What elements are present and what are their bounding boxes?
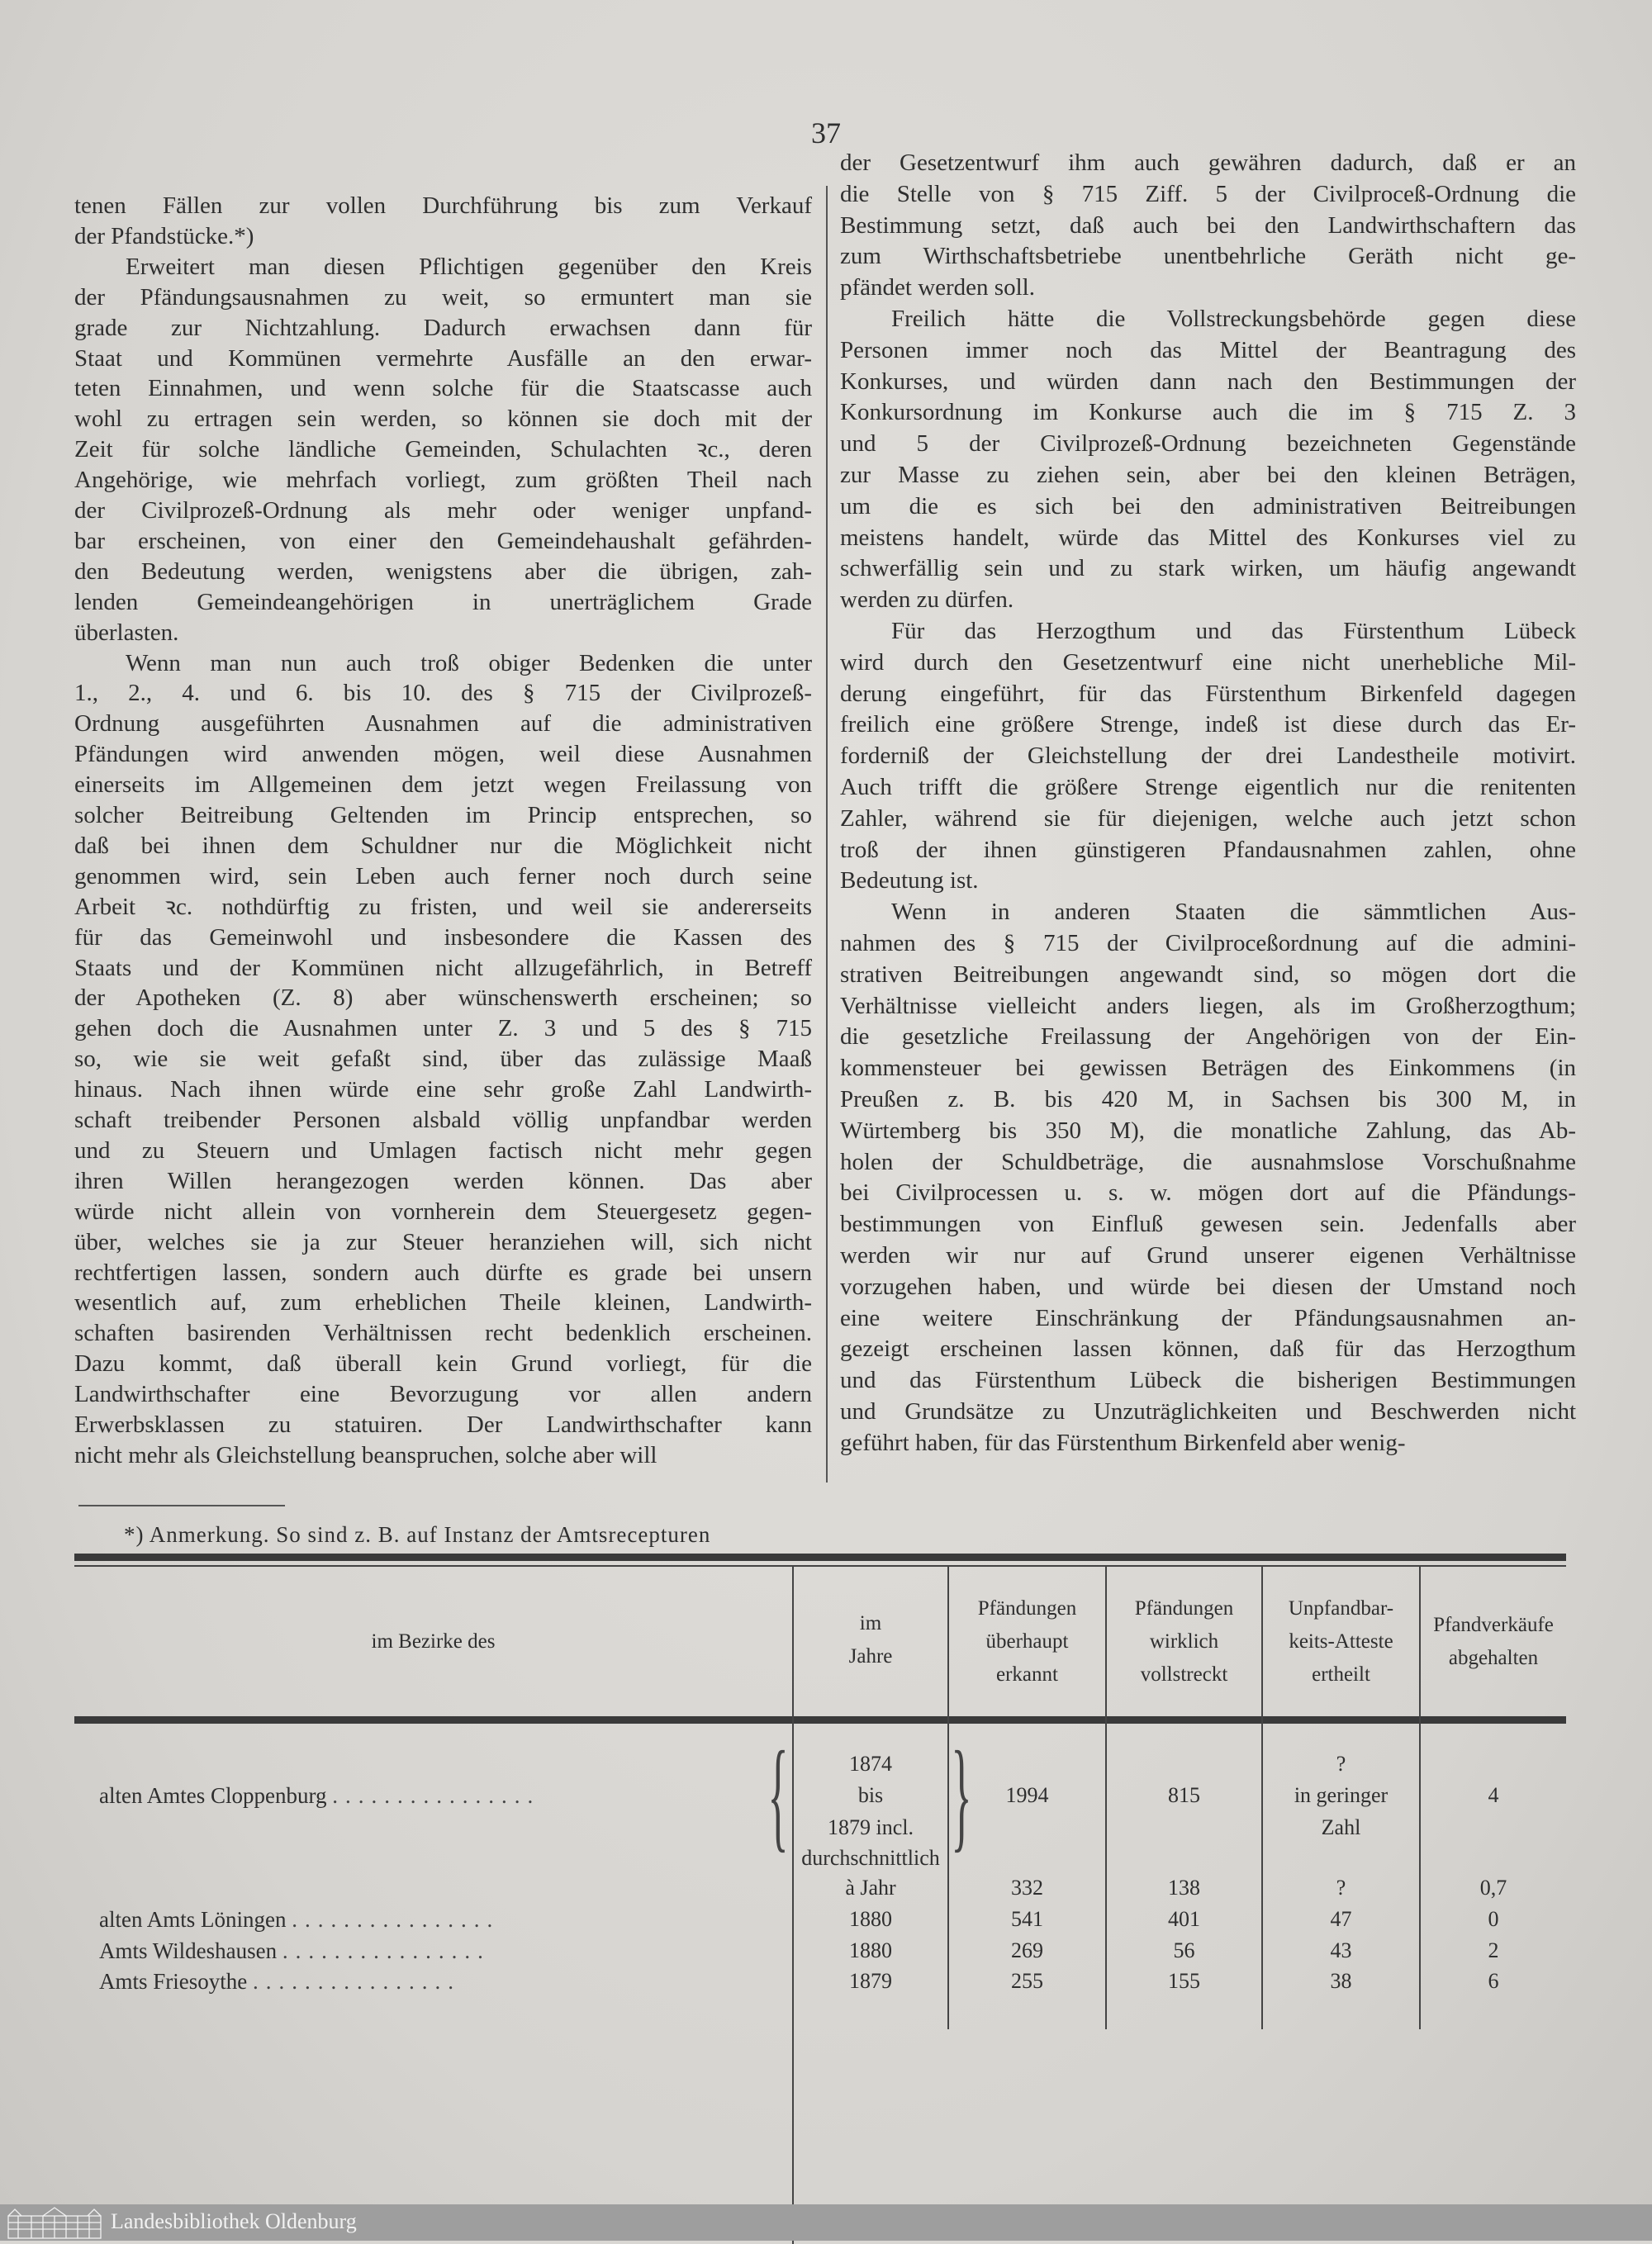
text-line: solcher Beitreibung Geltenden im Princip entsprechen, so [74, 802, 812, 828]
footnote: *) Anmerkung. So sind z. B. auf Instanz der Amtsrecepturen [124, 1522, 711, 1547]
seizures-total: 1994 [1005, 1783, 1049, 1807]
text-line: Staat und Kommünen vermehrte Ausfälle an den erwar- [74, 344, 812, 372]
text-line: Auch trifft die größere Strenge eigentlich nur die renitenten [840, 774, 1576, 800]
library-name: Landesbibliothek Oldenburg [111, 2209, 357, 2233]
text-line: Landwirthschafter eine Bevorzugung vor allen andern [74, 1381, 812, 1408]
sales: 4 [1488, 1783, 1499, 1807]
text-line: der Gesetzentwurf ihm auch gewähren dadurch, daß er an [840, 149, 1576, 176]
sales: 6 [1488, 1969, 1499, 1993]
avg-seizures-executed: 138 [1168, 1876, 1200, 1900]
text-line: der Pfandstücke.*) [74, 222, 254, 249]
header-line: Pfändungen [977, 1597, 1077, 1620]
text-line: Pfändungen wird anwenden mögen, weil diese Ausnahmen [74, 741, 812, 768]
certificates: 47 [1330, 1907, 1352, 1931]
district-name [99, 1905, 785, 1933]
text-line: Personen immer noch das Mittel der Beantragung des [840, 336, 1576, 363]
average-label: durchschnittlich [801, 1846, 940, 1870]
text-line: Preußen z. B. bis 420 M, in Sachsen bis 300 M, in [840, 1086, 1576, 1113]
text-line: Zeit für solche ländliche Gemeinden, Schulachten ꝛc., deren [74, 436, 812, 463]
text-line: strativen Beitreibungen angewandt sind, so mögen dort die [840, 961, 1576, 988]
year-from: 1874 [849, 1752, 892, 1776]
text-line: so, wie sie weit gefaßt sind, über das zulässige Maaß [74, 1046, 812, 1073]
text-line: vorzugehen haben, und würde bei diesen der Umstand noch [840, 1273, 1576, 1300]
footnote-rule [78, 1505, 285, 1506]
library-footer [0, 2204, 1652, 2241]
header-line: Jahre [848, 1645, 893, 1668]
text-line: lenden Gemeindeangehörigen in unerträglichem Grade [74, 588, 812, 615]
year: 1880 [849, 1907, 892, 1931]
text-line: hinaus. Nach ihnen würde eine sehr große Zahl Landwirth- [74, 1076, 812, 1103]
text-line: Wenn man nun auch troß obiger Bedenken die unter [126, 649, 812, 676]
text-line: troß der ihnen günstigeren Pfandausnahmen zahlen, ohne [840, 836, 1576, 863]
header-line: vollstreckt [1140, 1663, 1228, 1686]
text-line: rechtfertigen lassen, sondern auch dürfte es grade bei unsern [74, 1259, 812, 1286]
district-label: alten Amtes Cloppenburg [99, 1783, 327, 1808]
text-line: Für das Herzogthum und das Fürstenthum Lübeck [891, 618, 1576, 644]
header-line: ertheilt [1312, 1663, 1370, 1686]
text-line: schaft treibender Personen alsbald völlig unpfandbar werden [74, 1107, 812, 1133]
certificates: Zahl [1321, 1815, 1361, 1839]
text-line: gezeigt erscheinen lassen können, daß für das Herzogthum [840, 1335, 1576, 1363]
text-line: Arbeit ꝛc. nothdürftig zu fristen, und weil sie andererseits [74, 893, 812, 920]
per-year-label: à Jahr [845, 1876, 896, 1900]
text-line: nahmen des § 715 der Civilproceßordnung auf die admini- [840, 930, 1576, 956]
text-line: Wenn in anderen Staaten die sämmtlichen Aus- [891, 899, 1576, 926]
sales: 0 [1488, 1907, 1499, 1931]
text-line: und 5 der Civilprozeß-Ordnung bezeichneten Gegenstände [840, 430, 1576, 458]
text-line: und Grundsätze zu Unzuträglichkeiten und Beschwerden nicht [840, 1398, 1576, 1425]
text-line: den Bedeutung werden, wenigstens aber die übrigen, zah- [74, 557, 812, 585]
district-name [99, 1967, 785, 1995]
seizures-executed: 155 [1168, 1969, 1200, 1993]
text-line: Würtemberg bis 350 M), die monatliche Zahlung, das Ab- [840, 1117, 1576, 1144]
text-line: freilich eine größere Strenge, indeß ist diese durch das Er- [840, 711, 1576, 738]
certificates: 43 [1330, 1938, 1352, 1962]
text-line: kommensteuer bei gewissen Beträgen des Einkommens (in [840, 1055, 1576, 1082]
text-line: nicht mehr als Gleichstellung beanspruchen, solche aber will [74, 1441, 657, 1468]
text-line: die gesetzliche Freilassung der Angehörigen von der Ein- [840, 1023, 1576, 1051]
header-year [794, 1607, 947, 1673]
text-line: 1., 2., 4. und 6. bis 10. des § 715 der Civilprozeß- [74, 680, 812, 707]
certificates: in geringer [1294, 1783, 1389, 1807]
text-line: daß bei ihnen dem Schuldner nur die Möglichkeit nicht [74, 832, 812, 859]
dot-leader: ................ [292, 1907, 501, 1932]
text-line: wird durch den Gesetzentwurf eine nicht unerhebliche Mil- [840, 648, 1576, 676]
text-line: schwerfällig sein und zu stark wirken, um häufig angewandt [840, 555, 1576, 582]
text-line: wohl zu ertragen sein werden, so können sie doch mit der [74, 406, 812, 433]
left-brace: { [767, 1726, 789, 1863]
header-sales [1421, 1609, 1566, 1675]
text-line: Bedeutung ist. [840, 867, 979, 894]
text-line: der Civilprozeß-Ordnung als mehr oder weniger unpfand- [74, 497, 812, 524]
text-line: Staats und der Kommünen nicht allzugefährlich, in Betreff [74, 954, 812, 981]
header-line: wirklich [1149, 1630, 1219, 1653]
year: 1879 [849, 1969, 892, 1993]
district-label: Amts Friesoythe [99, 1969, 248, 1994]
text-line: Bestimmung setzt, daß auch bei den Landwirthschaftern das [840, 211, 1576, 239]
text-line: die Stelle von § 715 Ziff. 5 der Civilproceß-Ordnung die [840, 180, 1576, 207]
table-top-rule [74, 1554, 1566, 1561]
text-line: Erwerbsklassen zu statuiren. Der Landwirthschafter kann [74, 1411, 812, 1438]
header-line: erkannt [996, 1663, 1058, 1686]
header-line: im [859, 1612, 882, 1634]
text-line: Erweitert man diesen Pflichtigen gegenüber den Kreis [126, 253, 812, 280]
text-line: Zahler, während sie für diejenigen, welche auch jetzt schon [840, 804, 1576, 832]
column-divider [826, 186, 828, 1483]
table-header-rule [74, 1716, 1566, 1724]
text-line: werden zu dürfen. [840, 586, 1014, 614]
district-label: Amts Wildeshausen [99, 1938, 278, 1963]
text-line: und zu Steuern und Umlagen factisch nicht mehr gegen [74, 1136, 812, 1164]
header-seizures-executed [1107, 1592, 1261, 1691]
text-line: über, welches sie ja zur Steuer heranziehen will, sich nicht [74, 1228, 812, 1255]
text-line: forderniß der Gleichstellung der drei Landestheile motivirt. [840, 742, 1576, 770]
text-line: genommen wird, sein Leben auch ferner noch durch seine [74, 862, 812, 890]
text-line: Freilich hätte die Vollstreckungsbehörde gegen diese [891, 306, 1576, 332]
right-brace: } [951, 1726, 972, 1863]
avg-sales: 0,7 [1479, 1876, 1507, 1900]
text-line: grade zur Nichtzahlung. Dadurch erwachsen dann für [74, 314, 812, 341]
header-line: abgehalten [1448, 1647, 1539, 1669]
avg-certificates: ? [1336, 1876, 1346, 1900]
header-line: Pfändungen [1134, 1597, 1234, 1620]
text-line: wesentlich auf, zum erheblichen Theile kleinen, Landwirth- [74, 1289, 812, 1317]
text-line: Konkurses, und würden dann nach den Bestimmungen der [840, 368, 1576, 395]
text-line: derung eingeführt, für das Fürstenthum Birkenfeld dagegen [840, 680, 1576, 707]
page-number: 37 [811, 116, 841, 149]
header-line: Unpfandbar- [1288, 1597, 1394, 1620]
text-line: würde nicht allein von vornherein dem Steuergesetz gegen- [74, 1198, 812, 1225]
text-line: geführt haben, für das Fürstenthum Birkenfeld aber wenig- [840, 1429, 1406, 1456]
district-name [99, 1937, 785, 1965]
table-top-thin-rule [74, 1565, 1566, 1567]
text-line: Dazu kommt, daß überall kein Grund vorliegt, für die [74, 1350, 812, 1378]
seizures-total: 269 [1011, 1938, 1043, 1962]
text-line: gehen doch die Ausnahmen unter Z. 3 und 5 des § 715 [74, 1015, 812, 1042]
certificates: ? [1336, 1752, 1346, 1776]
avg-seizures-total: 332 [1011, 1876, 1043, 1900]
text-line: tenen Fällen zur vollen Durchführung bis zum Verkauf [74, 192, 812, 219]
year: 1880 [849, 1938, 892, 1962]
text-line: eine weitere Einschränkung der Pfändungsausnahmen an- [840, 1304, 1576, 1331]
text-line: bei Civilprocessen u. s. w. mögen dort auf die Pfändungs- [840, 1179, 1576, 1207]
text-line: Angehörige, wie mehrfach vorliegt, zum größten Theil nach [74, 467, 812, 494]
text-line: werden wir nur auf Grund unserer eigenen Verhältnisse [840, 1242, 1576, 1269]
text-line: holen der Schuldbeträge, die ausnahmslose Vorschußnahme [840, 1148, 1576, 1175]
text-line: zur Masse zu ziehen sein, aber bei den kleinen Beträgen, [840, 462, 1576, 488]
text-line: der Apotheken (Z. 8) aber wünschenswerth erscheinen; so [74, 984, 812, 1012]
seizures-executed: 815 [1168, 1783, 1200, 1807]
text-line: schaften basirenden Verhältnissen recht bedenklich erscheinen. [74, 1320, 812, 1347]
header-line: überhaupt [985, 1630, 1069, 1653]
text-line: pfändet werden soll. [840, 274, 1035, 301]
header-seizures-total [949, 1592, 1105, 1691]
text-line: meistens handelt, würde das Mittel des Konkurses viel zu [840, 524, 1576, 551]
library-building-icon [7, 2206, 102, 2239]
seizures-total: 255 [1011, 1969, 1043, 1993]
text-line: für das Gemeinwohl und insbesondere die Kassen des [74, 923, 812, 951]
district-name [99, 1781, 785, 1810]
district-label: alten Amts Löningen [99, 1907, 287, 1932]
text-line: bestimmungen von Einfluß gewesen sein. Jedenfalls aber [840, 1211, 1576, 1238]
header-line: keits-Atteste [1289, 1630, 1393, 1653]
seizures-executed: 401 [1168, 1907, 1200, 1931]
text-line: Verhältnisse vielleicht anders liegen, als im Großherzogthum; [840, 992, 1576, 1019]
year-bis: bis [857, 1783, 884, 1807]
sales: 2 [1488, 1938, 1499, 1962]
certificates: 38 [1330, 1969, 1352, 1993]
text-line: um die es sich bei den administrativen Beitreibungen [840, 492, 1576, 519]
text-line: Ordnung ausgeführten Ausnahmen auf die administrativen [74, 710, 812, 738]
seizures-total: 541 [1011, 1907, 1043, 1931]
year-to: 1879 incl. [828, 1815, 914, 1839]
dot-leader: ................ [253, 1969, 461, 1994]
dot-leader: ................ [282, 1938, 491, 1963]
seizures-executed: 56 [1173, 1938, 1195, 1962]
text-line: der Pfändungsausnahmen zu weit, so ermuntert man sie [74, 283, 812, 311]
text-line: Konkursordnung im Konkurse auch die im § 715 Z. 3 [840, 399, 1576, 426]
text-line: ihren Willen herangezogen werden können. Das aber [74, 1167, 812, 1194]
text-line: bar erscheinen, von einer den Gemeindehaushalt gefährden- [74, 527, 812, 554]
header-certificates [1263, 1592, 1419, 1691]
text-line: und das Fürstenthum Lübeck die bisherigen Bestimmungen [840, 1367, 1576, 1394]
header-line: Pfandverkäufe [1433, 1614, 1554, 1636]
header-district: im Bezirke des [371, 1630, 496, 1653]
text-line: einerseits im Allgemeinen dem jetzt wegen Freilassung von [74, 771, 812, 799]
dot-leader: ................ [332, 1783, 541, 1808]
text-line: überlasten. [74, 619, 179, 646]
text-line: zum Wirthschaftsbetriebe unentbehrliche Geräth nicht ge- [840, 243, 1576, 270]
text-line: teten Einnahmen, und wenn solche für die Staatscasse auch [74, 375, 812, 402]
